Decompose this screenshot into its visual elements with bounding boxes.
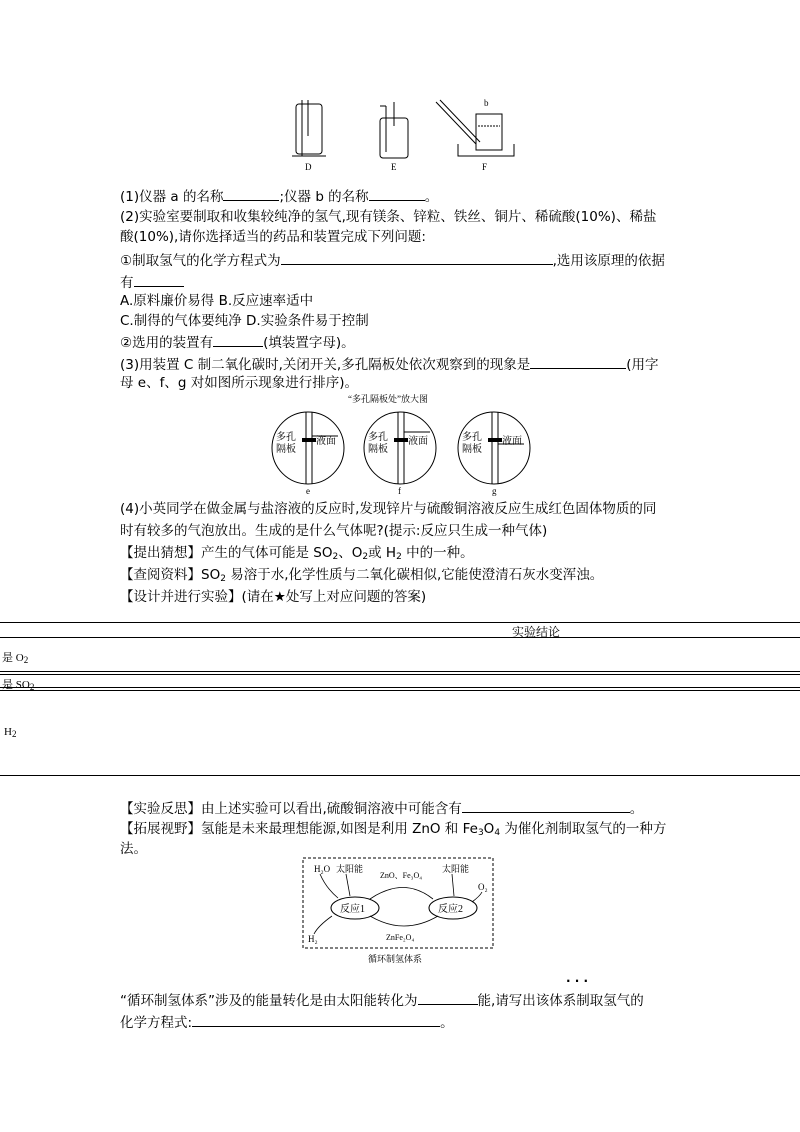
label-d: D	[305, 162, 312, 172]
label-b: b	[484, 98, 489, 108]
plate-label: 多孔	[276, 432, 296, 443]
design-experiment: 【设计并进行实验】(请在★处写上对应问题的答案)	[120, 589, 427, 605]
table-row: 是 $SO_2$	[2, 679, 35, 692]
options-ab: A.原料廉价易得 B.反应速率适中	[120, 293, 314, 309]
label-f: F	[482, 162, 488, 172]
question-2-line1: (2)实验室要制取和收集较纯净的氢气,现有镁条、锌粒、铁丝、铜片、稀硫酸(10%)、稀盐	[120, 209, 657, 225]
energy-line2: 化学方程式: 。	[120, 1012, 454, 1032]
apparatus-e	[380, 102, 408, 158]
plate-label: 多孔	[462, 432, 482, 443]
apparatus-d	[292, 100, 326, 156]
o2-label: O₂	[478, 882, 488, 892]
reflection-blank[interactable]	[462, 798, 630, 813]
table-row: 是 $O_2$	[2, 652, 29, 665]
emphasis-dots: · · ·	[566, 974, 589, 988]
question-4-line2: 时有较多的气泡放出。生成的是什么气体呢?(提示:反应只生成一种气体)	[120, 523, 548, 539]
label-e: E	[391, 162, 397, 172]
reflection: 【实验反思】由上述实验可以看出,硫酸铜溶液中可能含有 。	[120, 798, 643, 818]
equation-blank[interactable]	[281, 250, 553, 265]
h2o-label: H₂O	[314, 864, 331, 874]
plate-label: 隔板	[276, 444, 296, 455]
liquid-label: 液面	[408, 436, 428, 447]
panel-letter: e	[306, 486, 310, 496]
energy-line1: “循环制氢体系”涉及的能量转化是由太阳能转化为 能,请写出该体系制取氢气的	[120, 990, 644, 1010]
hypothesis: 【提出猜想】产生的气体可能是 $SO_2$、$O_2$或 $H_2$ 中的一种。	[120, 545, 474, 562]
apparatus-f	[436, 100, 514, 156]
reaction2-label: 反应2	[438, 904, 463, 915]
question-3-line2: 母 e、f、g 对如图所示现象进行排序)。	[120, 375, 358, 391]
basis-blank[interactable]	[134, 272, 184, 287]
answer-blank-b[interactable]	[369, 186, 425, 201]
bottom-label: ZnFe₂O₄	[386, 933, 415, 942]
plate-label: 多孔	[368, 432, 388, 443]
solar-right-label: 太阳能	[442, 864, 470, 874]
question-2-2: ②选用的装置有 (填装置字母)。	[120, 332, 355, 352]
reaction1-label: 反应1	[340, 904, 365, 915]
energy-blank[interactable]	[418, 990, 478, 1005]
options-cd: C.制得的气体要纯净 D.实验条件易于控制	[120, 313, 369, 329]
question-1: (1)仪器 a 的名称 ;仪器 b 的名称 。	[120, 186, 438, 206]
expand-line1: 【拓展视野】氢能是未来最理想能源,如图是利用 ZnO 和 $Fe_3O_4$ 为催化剂制取氢气的一种方	[120, 821, 667, 838]
cycle-equation-blank[interactable]	[192, 1012, 440, 1027]
plate-title: “多孔隔板处”放大图	[348, 394, 428, 404]
cycle-diagram	[300, 856, 496, 966]
panel-letter: f	[398, 486, 401, 496]
question-2-line2: 酸(10%),请你选择适当的药品和装置完成下列问题:	[120, 229, 426, 245]
expand-line2: 法。	[120, 841, 147, 857]
liquid-label: 液面	[502, 436, 522, 447]
answer-blank-a[interactable]	[223, 186, 279, 201]
question-2-1: ①制取氢气的化学方程式为 ,选用该原理的依据	[120, 250, 665, 270]
question-3-line1: (3)用装置 C 制二氧化碳时,关闭开关,多孔隔板处依次观察到的现象是 (用字	[120, 354, 659, 374]
plate-figure	[258, 392, 542, 496]
plate-label: 隔板	[462, 444, 482, 455]
table-header: 实验结论	[512, 625, 561, 639]
plate-panel	[364, 412, 436, 496]
liquid-label: 液面	[316, 436, 336, 447]
question-4-line1: (4)小英同学在做金属与盐溶液的反应时,发现锌片与硫酸铜溶液反应生成红色固体物质的同	[120, 501, 657, 517]
plate-panel	[458, 412, 530, 496]
apparatus-figure	[280, 96, 520, 176]
solar-left-label: 太阳能	[336, 864, 364, 874]
plate-label: 隔板	[368, 444, 388, 455]
table-row: $H_2$	[4, 726, 17, 739]
question-2-1b: 有	[120, 272, 184, 292]
cycle-caption: 循环制氢体系	[368, 954, 423, 964]
plate-panel	[272, 412, 344, 496]
order-blank[interactable]	[530, 354, 626, 369]
h2-label: H₂	[308, 934, 318, 944]
experiment-table	[0, 622, 800, 774]
panel-letter: g	[492, 486, 497, 496]
catalyst-label: ZnO、Fe₃O₄	[380, 871, 423, 880]
device-blank[interactable]	[213, 332, 263, 347]
references: 【查阅资料】$SO_2$ 易溶于水,化学性质与二氧化碳相似,它能使澄清石灰水变浑浊。	[120, 567, 604, 584]
